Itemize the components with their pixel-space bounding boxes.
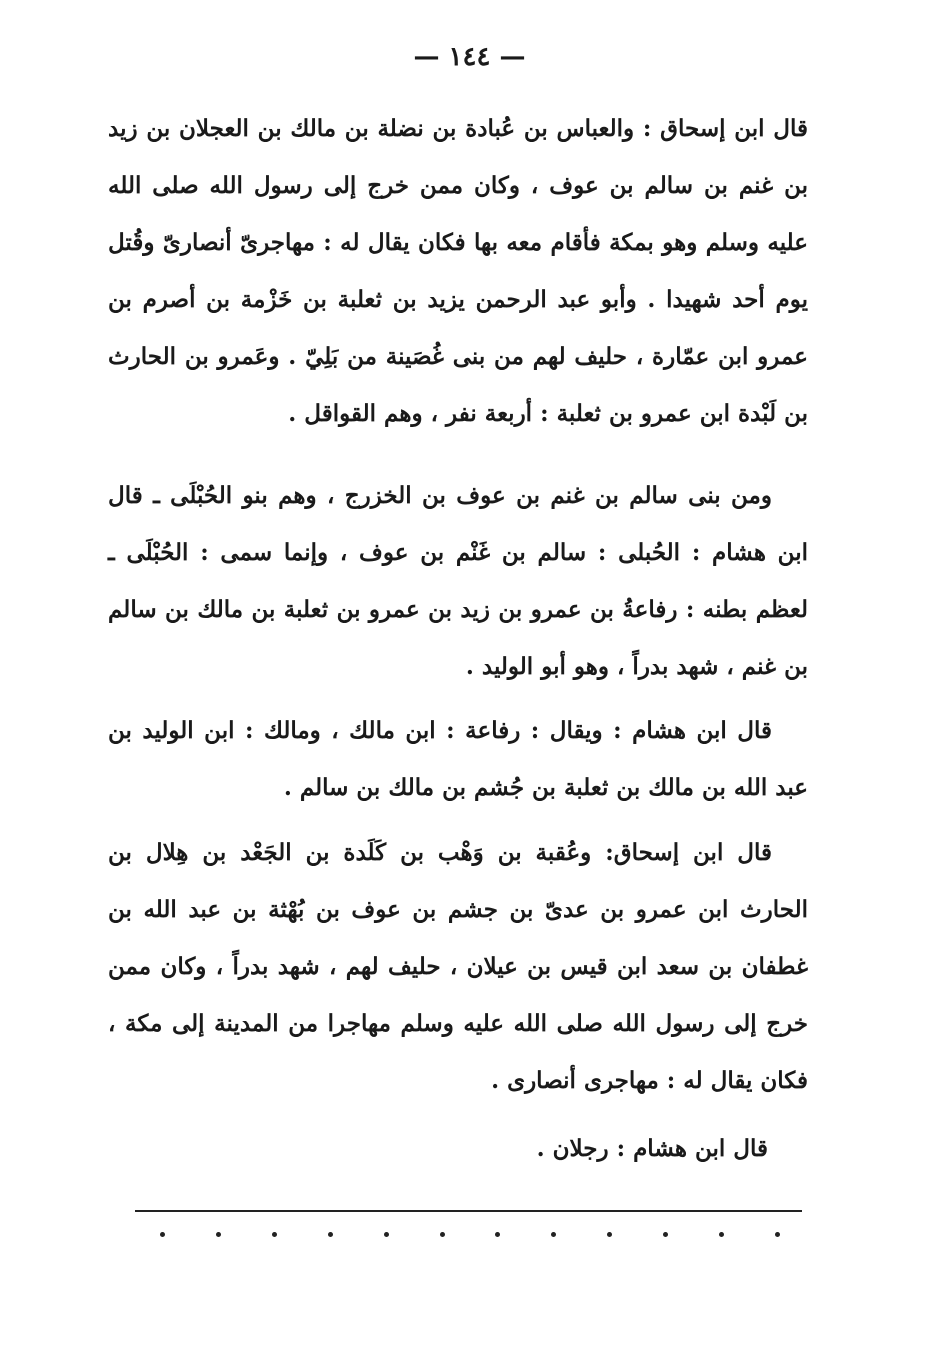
paragraph-4-block xyxy=(108,824,808,1109)
footnote-divider xyxy=(135,1210,802,1212)
paragraph-3-block xyxy=(108,702,808,816)
dot-mark xyxy=(328,1232,333,1237)
dot-mark xyxy=(719,1232,724,1237)
dot-mark xyxy=(551,1232,556,1237)
dot-mark xyxy=(440,1232,445,1237)
dot-mark xyxy=(160,1232,165,1237)
paragraph-bani-salim: ومن بنى سالم بن غنم بن عوف بن الخزرج ، وهم بنو الحُبْلَى ـ قال ابن هشام : الحُبلى : سالم بن غَنْم بن عوف ، وإنما سمى : الحُبْلَى ـ لعظم بطنه : رفاعةُ بن عمرو بن زيد بن عمرو بن ثعلبة بن مالك بن سالم بن غنم ، شهد بدراً ، وهو أبو الوليد . xyxy=(108,482,809,680)
paragraph-5-block xyxy=(108,1120,808,1177)
dot-mark xyxy=(775,1232,780,1237)
dot-mark xyxy=(384,1232,389,1237)
dot-mark xyxy=(272,1232,277,1237)
paragraph-abbas-ibn-ubada: قال ابن إسحاق : والعباس بن عُبادة بن نضلة بن مالك بن العجلان بن زيد بن غنم بن سالم بن عوف ، وكان ممن خرج إلى رسول الله صلى الله عليه وسلم وهو بمكة فأقام معه بها فكان يقال له : مهاجرىّ أنصارىّ وقُتل يوم أحد شهيدا . وأبو عبد الرحمن يزيد بن ثعلبة بن خَزْمة بن أصرم بن عمرو ابن عمّارة ، حليف لهم من بنى غُصَينة من بَلِيّ . وعَمرو بن الحارث بن لَبْدة ابن عمرو بن ثعلبة : أربعة نفر ، وهم القواقل . xyxy=(108,115,808,427)
footnote-dots xyxy=(160,1232,780,1237)
dot-mark xyxy=(216,1232,221,1237)
page-number: — ١٤٤ — xyxy=(413,42,526,72)
paragraph-ibn-hisham-note: قال ابن هشام : ويقال : رفاعة : ابن مالك ، ومالك : ابن الوليد بن عبد الله بن مالك بن ثعلبة بن جُشم بن مالك بن سالم . xyxy=(108,717,808,801)
dot-mark xyxy=(663,1232,668,1237)
paragraph-two-men: قال ابن هشام : رجلان . xyxy=(536,1135,768,1162)
paragraph-1-block xyxy=(108,100,808,442)
dot-mark xyxy=(607,1232,612,1237)
dot-mark xyxy=(495,1232,500,1237)
paragraph-2-block xyxy=(108,467,808,695)
paragraph-uqba-ibn-wahb: قال ابن إسحاق: وعُقبة بن وَهْب بن كَلَدة بن الجَعْد بن هِلال بن الحارث ابن عمرو بن عدىّ بن جشم بن عوف بن بُهْثة بن عبد الله بن غطفان بن سعد ابن قيس بن عيلان ، حليف لهم ، شهد بدراً ، وكان ممن خرج إلى رسول الله صلى الله عليه وسلم مهاجرا من المدينة إلى مكة ، فكان يقال له : مهاجرى أنصارى . xyxy=(108,839,808,1094)
